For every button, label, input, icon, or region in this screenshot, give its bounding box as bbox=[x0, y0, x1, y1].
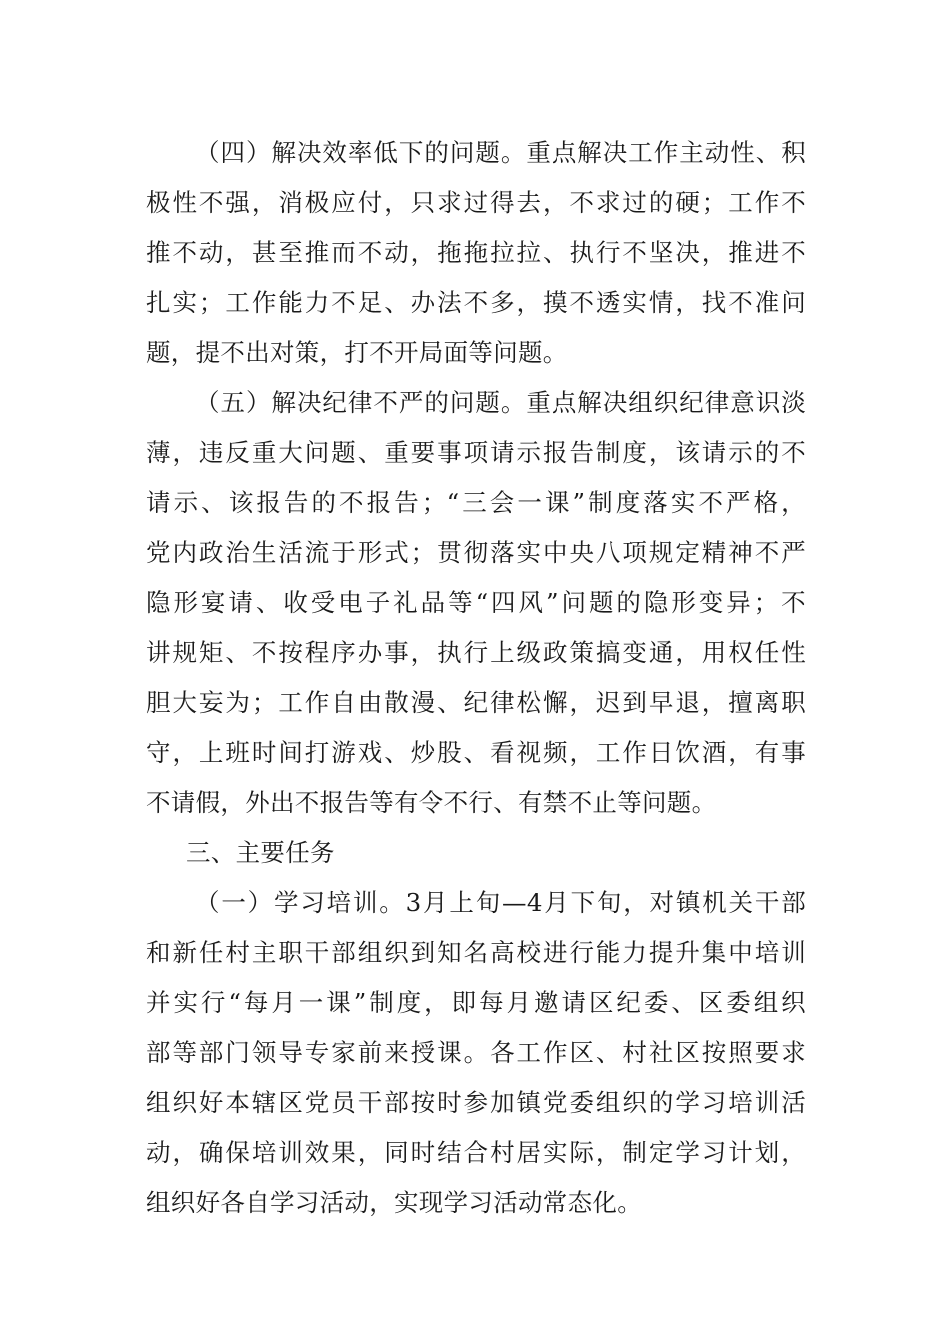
text-line: （五）解决纪律不严的问题。重点解决组织纪律意识淡 bbox=[195, 388, 806, 417]
text-line: 极性不强，消极应付，只求过得去，不求过的硬；工作不 bbox=[146, 188, 806, 217]
text-line: 胆大妄为；工作自由散漫、纪律松懈，迟到早退，擅离职 bbox=[146, 688, 806, 717]
paragraph-discipline bbox=[146, 378, 806, 828]
text-line: 讲规矩、不按程序办事，执行上级政策搞变通，用权任性 bbox=[146, 638, 806, 667]
text-line: （四）解决效率低下的问题。重点解决工作主动性、积 bbox=[195, 138, 806, 167]
text-line: 和新任村主职干部组织到知名高校进行能力提升集中培训 bbox=[146, 938, 806, 967]
text-line: 组织好本辖区党员干部按时参加镇党委组织的学习培训活 bbox=[146, 1088, 806, 1117]
text-line: 部等部门领导专家前来授课。各工作区、村社区按照要求 bbox=[146, 1038, 806, 1067]
text-line: （一）学习培训。3月上旬—4月下旬，对镇机关干部 bbox=[195, 888, 806, 917]
paragraph-efficiency bbox=[146, 128, 806, 378]
text-line: 请示、该报告的不报告；“三会一课”制度落实不严格， bbox=[146, 488, 806, 517]
section-heading: 三、主要任务 bbox=[186, 838, 335, 867]
text-line: 不请假，外出不报告等有令不行、有禁不止等问题。 bbox=[146, 788, 717, 817]
text-line: 动，确保培训效果，同时结合村居实际，制定学习计划， bbox=[146, 1138, 806, 1167]
text-line: 薄，违反重大问题、重要事项请示报告制度，该请示的不 bbox=[146, 438, 806, 467]
text-line: 并实行“每月一课”制度，即每月邀请区纪委、区委组织 bbox=[146, 988, 806, 1017]
text-line: 扎实；工作能力不足、办法不多，摸不透实情，找不准问 bbox=[146, 288, 806, 317]
paragraph-training bbox=[146, 878, 806, 1228]
text-line: 组织好各自学习活动，实现学习活动常态化。 bbox=[146, 1188, 642, 1217]
text-line: 党内政治生活流于形式；贯彻落实中央八项规定精神不严 bbox=[146, 538, 806, 567]
text-line: 守，上班时间打游戏、炒股、看视频，工作日饮酒，有事 bbox=[146, 738, 806, 767]
document-body bbox=[146, 128, 806, 1228]
text-line: 隐形宴请、收受电子礼品等“四风”问题的隐形变异；不 bbox=[146, 588, 806, 617]
section-heading-main-tasks bbox=[146, 828, 806, 878]
text-line: 推不动，甚至推而不动，拖拖拉拉、执行不坚决，推进不 bbox=[146, 238, 806, 267]
text-line: 题，提不出对策，打不开局面等问题。 bbox=[146, 338, 568, 367]
